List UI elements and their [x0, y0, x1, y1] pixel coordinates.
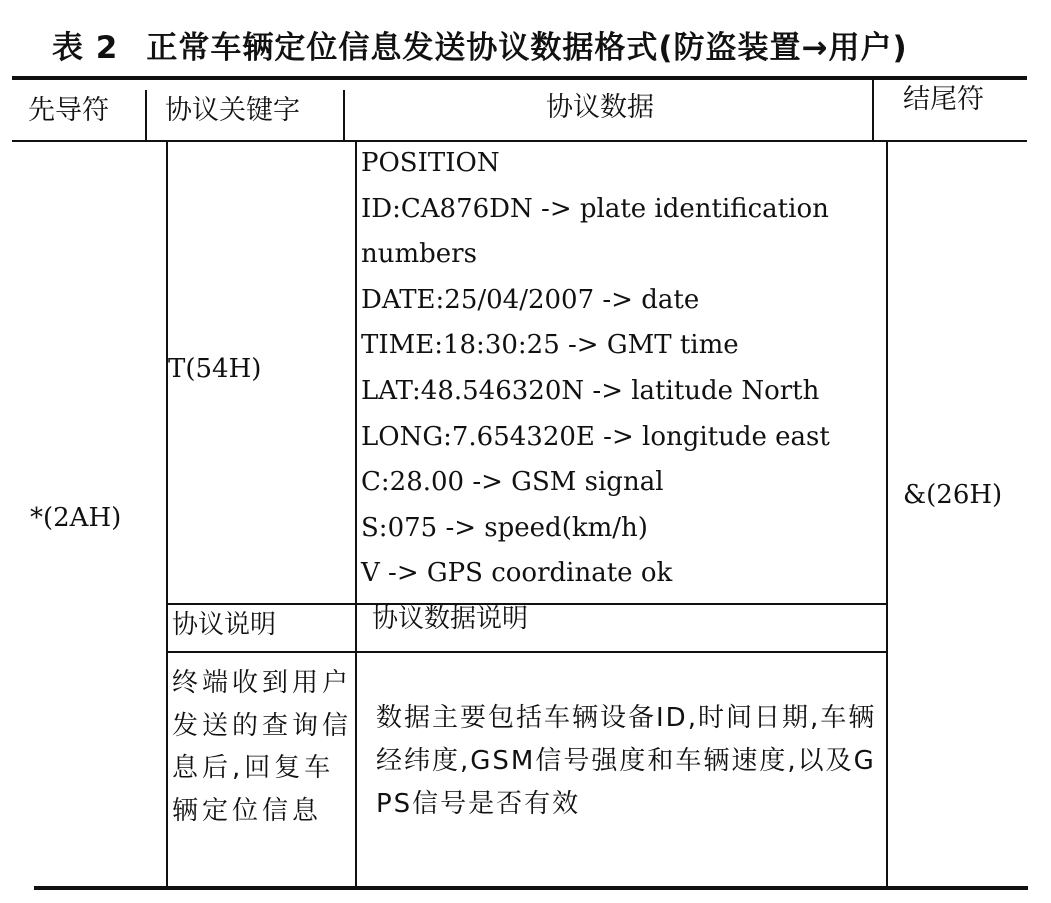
data-line: S:075 -> speed(km/h): [361, 512, 648, 543]
top-rule: [12, 76, 1027, 80]
data-line: numbers: [361, 239, 477, 270]
table-title: 正常车辆定位信息发送协议数据格式(防盗装置→用户): [146, 30, 908, 66]
header-leader: 先导符: [28, 95, 109, 126]
terminator-value: &(26H): [903, 480, 1003, 510]
keyword-value: T(54H): [168, 354, 262, 384]
col-divider-3-body: [886, 140, 888, 888]
col-divider-1: [145, 90, 147, 140]
data-line: LAT:48.546320N -> latitude North: [361, 375, 820, 406]
desc-label-bottom-rule: [166, 651, 888, 653]
leader-value: *(2AH): [30, 503, 122, 533]
protocol-desc: 终端收到用户发送的查询信息后,回复车辆定位信息: [172, 668, 353, 826]
protocol-desc-label: 协议说明: [172, 610, 277, 640]
col-divider-3: [872, 78, 874, 140]
data-line: ID:CA876DN -> plate identification: [361, 193, 829, 224]
header-terminator: 结尾符: [903, 84, 984, 115]
col-divider-1-body: [166, 140, 168, 888]
data-line: V -> GPS coordinate ok: [361, 558, 673, 589]
data-line: TIME:18:30:25 -> GMT time: [361, 330, 739, 361]
protocol-data-desc: 数据主要包括车辆设备ID,时间日期,车辆经纬度,GSM信号强度和车辆速度,以及GPS信号是否有效: [376, 703, 877, 819]
data-line: C:28.00 -> GSM signal: [361, 467, 664, 498]
data-line: POSITION: [361, 148, 500, 178]
data-line: DATE:25/04/2007 -> date: [361, 284, 700, 315]
header-data: 协议数据: [546, 92, 654, 123]
table-number: 表 2: [52, 30, 119, 66]
col-divider-2-header: [343, 90, 345, 140]
header-keyword: 协议关键字: [165, 95, 300, 126]
table-caption: [52, 22, 1042, 67]
data-line: LONG:7.654320E -> longitude east: [361, 421, 830, 452]
bottom-rule: [34, 886, 1028, 890]
protocol-data-lines: [361, 141, 881, 597]
protocol-data-desc-label: 协议数据说明: [372, 604, 529, 634]
